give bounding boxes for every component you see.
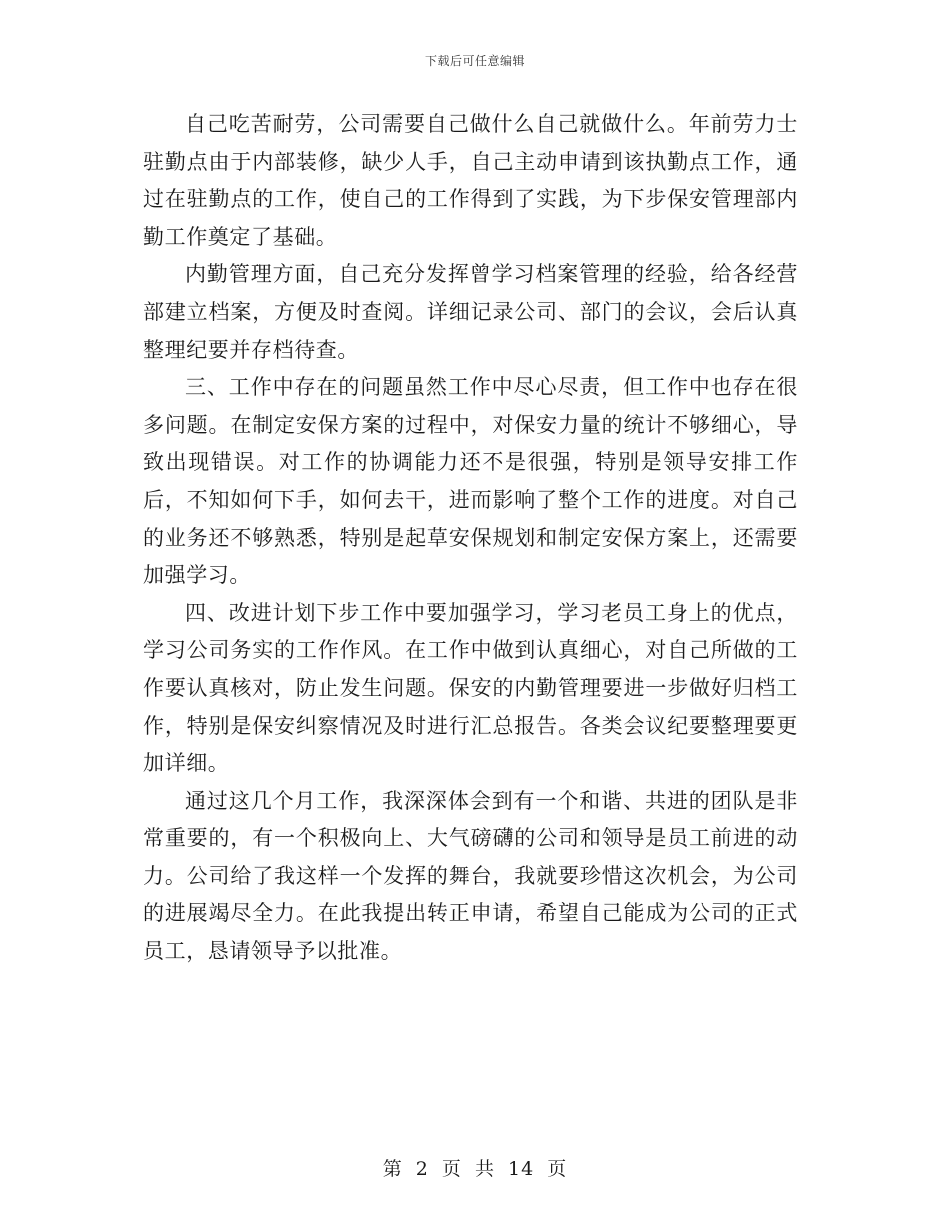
paragraph-1: 自己吃苦耐劳，公司需要自己做什么自己就做什么。年前劳力士驻勤点由于内部装修，缺少人手，自己主动申请到该执勤点工作，通过在驻勤点的工作，使自己的工作得到了实践，为下步保安管理部内勤工作奠定了基础。 (143, 112, 798, 249)
header-note: 下载后可任意编辑 (424, 54, 525, 68)
footer-prefix: 第 (382, 1158, 403, 1180)
paragraph-4: 四、改进计划下步工作中要加强学习，学习老员工身上的优点，学习公司务实的工作作风。在工作中做到认真细心，对自己所做的工作要认真核对，防止发生问题。保安的内勤管理要进一步做好归档工作，特别是保安纠察情况及时进行汇总报告。各类会议纪要整理要更加详细。 (143, 600, 798, 776)
total-pages-number: 14 (508, 1158, 535, 1180)
current-page-number: 2 (415, 1158, 429, 1180)
paragraph-2: 内勤管理方面，自己充分发挥曾学习档案管理的经验，给各经营部建立档案，方便及时查阅。详细记录公司、部门的会议，会后认真整理纪要并存档待查。 (143, 262, 798, 362)
page-footer (0, 1154, 950, 1181)
footer-total-word: 共 (474, 1158, 495, 1180)
footer-suffix: 页 (547, 1158, 568, 1180)
paragraph-3: 三、工作中存在的问题虽然工作中尽心尽责，但工作中也存在很多问题。在制定安保方案的过程中，对保安力量的统计不够细心，导致出现错误。对工作的协调能力还不是很强，特别是领导安排工作后，不知如何下手，如何去干，进而影响了整个工作的进度。对自己的业务还不够熟悉，特别是起草安保规划和制定安保方案上，还需要加强学习。 (143, 375, 798, 588)
footer-page-word: 页 (441, 1158, 462, 1180)
document-body (143, 106, 798, 971)
paragraph-5: 通过这几个月工作，我深深体会到有一个和谐、共进的团队是非常重要的，有一个积极向上、大气磅礴的公司和领导是员工前进的动力。公司给了我这样一个发挥的舞台，我就要珍惜这次机会，为公司的进展竭尽全力。在此我提出转正申请，希望自己能成为公司的正式员工，恳请领导予以批准。 (143, 788, 798, 964)
